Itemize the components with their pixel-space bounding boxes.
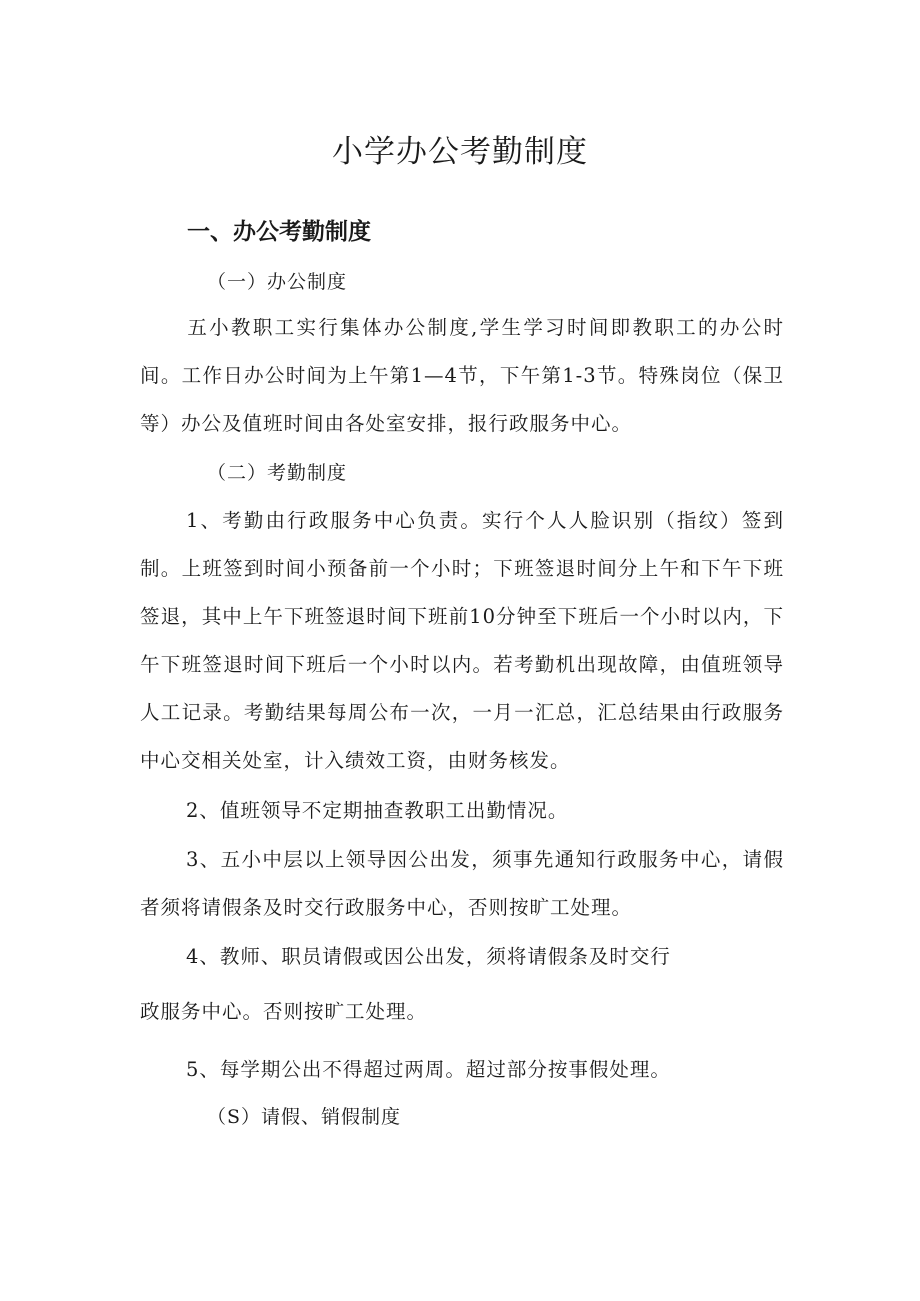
paragraph-item-2-text: 2、值班领导不定期抽查教职工出勤情况。 xyxy=(186,799,569,822)
paragraph-office-hours-text: 五小教职工实行集体办公制度,学生学习时间即教职工的办公时间。工作日办公时间为上午第1—4节，下午第1-3节。特殊岗位（保卫等）办公及值班时间由各处室安排，报行政服务中心。 xyxy=(140,316,784,435)
section-heading-attendance: 一、办公考勤制度 xyxy=(187,219,371,245)
subsection-heading-leave: （S）请假、销假制度 xyxy=(207,1106,402,1128)
paragraph-item-1 xyxy=(140,497,784,785)
subsection-heading-attendance: （二）考勤制度 xyxy=(207,462,348,484)
paragraph-item-3 xyxy=(140,836,784,932)
subsection-heading-office: （一）办公制度 xyxy=(207,271,348,293)
paragraph-item-5: 5、每学期公出不得超过两周。超过部分按事假处理。 xyxy=(186,1058,671,1081)
paragraph-item-2 xyxy=(140,787,784,835)
paragraph-item-4-line-1: 4、教师、职员请假或因公出发，须将请假条及时交行 xyxy=(186,945,671,968)
paragraph-office-hours xyxy=(140,304,784,448)
paragraph-item-4-line-2: 政服务中心。否则按旷工处理。 xyxy=(140,1000,428,1023)
paragraph-item-3-text: 3、五小中层以上领导因公出发，须事先通知行政服务中心，请假者须将请假条及时交行政服务中心，否则按旷工处理。 xyxy=(140,848,784,919)
document-title: 小学办公考勤制度 xyxy=(332,134,588,170)
paragraph-item-1-text: 1、考勤由行政服务中心负责。实行个人人脸识别（指纹）签到制。上班签到时间小预备前一个小时；下班签退时间分上午和下午下班签退，其中上午下班签退时间下班前10分钟至下班后一个小时以内，下午下班签退时间下班后一个小时以内。若考勤机出现故障，由值班领导人工记录。考勤结果每周公布一次，一月一汇总，汇总结果由行政服务中心交相关处室，计入绩效工资，由财务核发。 xyxy=(140,509,784,772)
